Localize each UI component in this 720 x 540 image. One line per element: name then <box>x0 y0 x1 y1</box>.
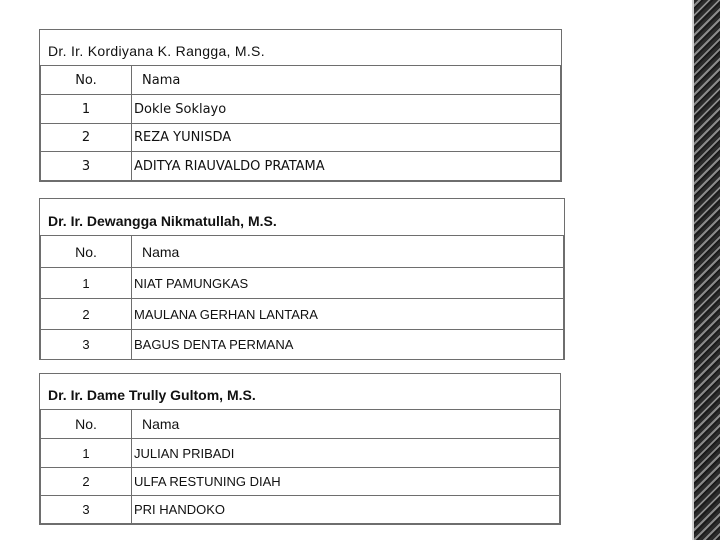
row-nama: Dokle Soklayo <box>132 95 561 124</box>
table-row <box>41 330 564 360</box>
table-header-row <box>41 410 560 439</box>
table-header-row <box>41 66 561 95</box>
header-nama: Nama <box>132 410 560 439</box>
table-header-row <box>41 236 564 268</box>
table-row <box>41 95 561 124</box>
header-no: No. <box>41 66 132 95</box>
row-no: 2 <box>41 299 132 330</box>
row-nama: MAULANA GERHAN LANTARA <box>132 299 564 330</box>
advisor-name: Dr. Ir. Dewangga Nikmatullah, M.S. <box>48 213 277 229</box>
row-no: 3 <box>41 496 132 524</box>
table-row <box>41 468 560 496</box>
row-nama: PRI HANDOKO <box>132 496 560 524</box>
row-no: 1 <box>41 95 132 124</box>
row-nama: BAGUS DENTA PERMANA <box>132 330 564 360</box>
student-table <box>40 235 564 360</box>
row-no: 1 <box>41 439 132 468</box>
table-row <box>41 268 564 299</box>
header-nama: Nama <box>132 66 561 95</box>
table-row <box>41 124 561 152</box>
table-row <box>41 152 561 181</box>
decorative-stripe <box>694 0 720 540</box>
table-row <box>41 439 560 468</box>
row-nama: NIAT PAMUNGKAS <box>132 268 564 299</box>
advisor-name: Dr. Ir. Dame Trully Gultom, M.S. <box>48 387 256 403</box>
advisor-group-1 <box>39 29 562 182</box>
student-table <box>40 65 561 181</box>
header-no: No. <box>41 236 132 268</box>
header-nama: Nama <box>132 236 564 268</box>
student-table <box>40 409 560 524</box>
row-no: 2 <box>41 124 132 152</box>
header-no: No. <box>41 410 132 439</box>
row-nama: JULIAN PRIBADI <box>132 439 560 468</box>
advisor-group-2 <box>39 198 565 360</box>
row-nama: ADITYA RIAUVALDO PRATAMA <box>132 152 561 181</box>
table-row <box>41 299 564 330</box>
advisor-name: Dr. Ir. Kordiyana K. Rangga, M.S. <box>48 43 265 59</box>
row-nama: REZA YUNISDA <box>132 124 561 152</box>
row-no: 1 <box>41 268 132 299</box>
advisor-group-3 <box>39 373 561 525</box>
table-row <box>41 496 560 524</box>
row-no: 3 <box>41 330 132 360</box>
row-no: 2 <box>41 468 132 496</box>
row-nama: ULFA RESTUNING DIAH <box>132 468 560 496</box>
row-no: 3 <box>41 152 132 181</box>
